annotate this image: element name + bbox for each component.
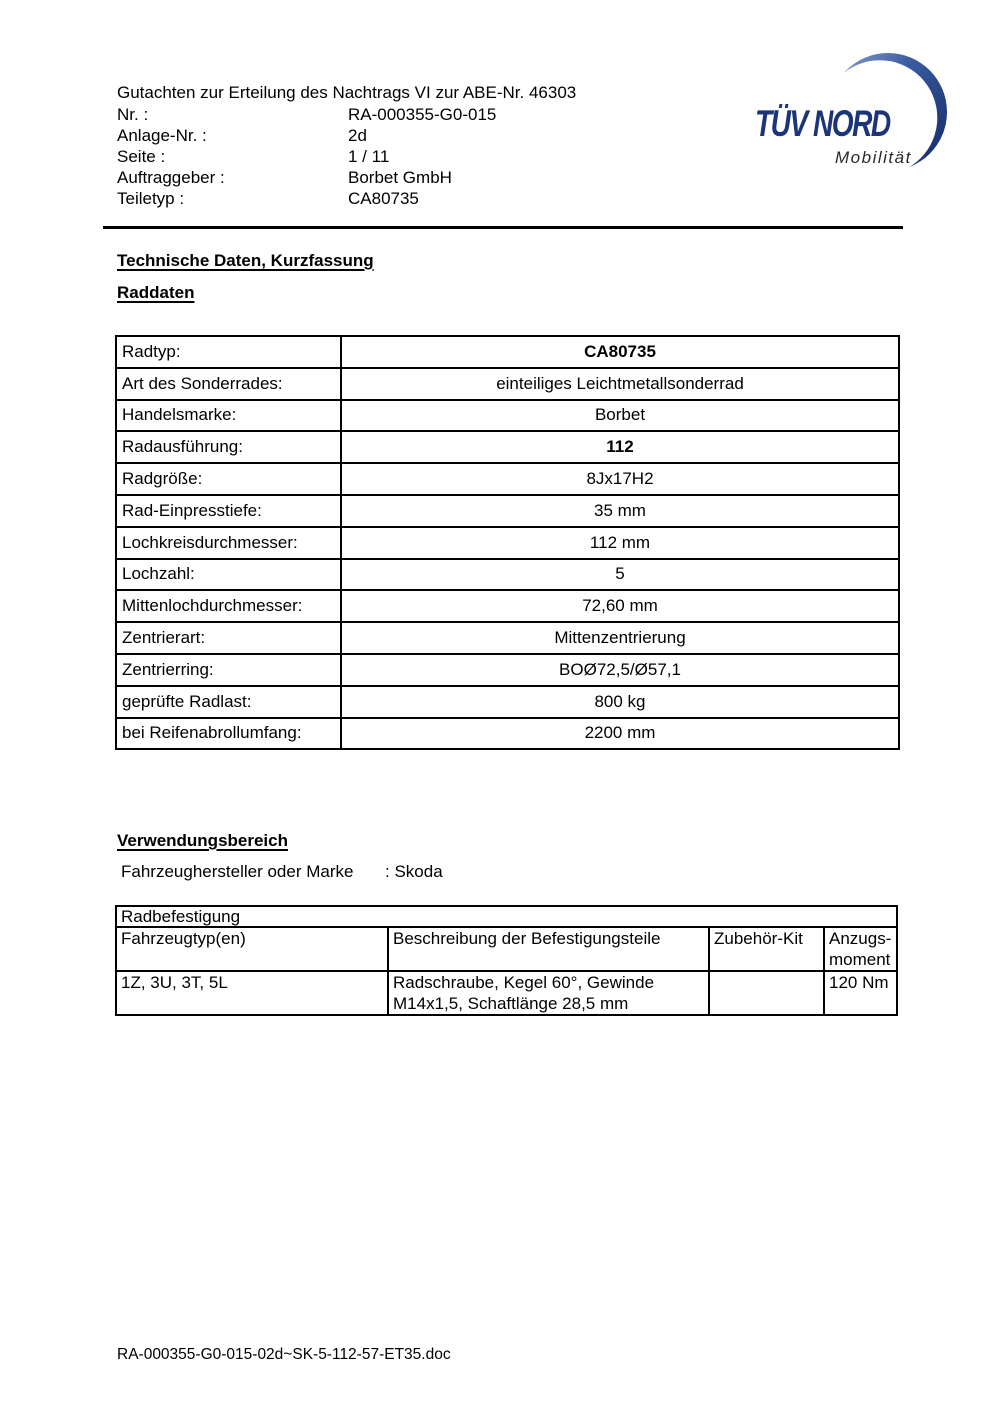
row-value-cell: Mittenzentrierung [341,622,899,654]
row-label-cell: Zentrierring: [116,654,341,686]
section-heading-technische-daten: Technische Daten, Kurzfassung [117,251,374,270]
meta-label: Seite : [117,147,166,166]
footer-filename: RA-000355-G0-015-02d~SK-5-112-57-ET35.doc [117,1346,451,1363]
table-row [116,336,899,368]
meta-label: Nr. : [117,105,149,124]
meta-value: 1 / 11 [348,147,390,166]
meta-label: Auftraggeber : [117,168,225,187]
table-row [116,368,899,400]
cell-zubehoer [709,971,824,1015]
table-header-row [116,927,897,971]
table-row [116,495,899,527]
row-value-cell: einteiliges Leichtmetallsonderrad [341,368,899,400]
row-value-cell: 800 kg [341,686,899,718]
row-label-cell: Rad-Einpresstiefe: [116,495,341,527]
meta-row-nr [117,104,496,125]
row-value-cell: 112 mm [341,527,899,559]
header-cell-anzugsmoment: Anzugs-moment [824,927,897,971]
cell-fahrzeugtyp: 1Z, 3U, 3T, 5L [116,971,388,1015]
row-value-cell: 5 [341,559,899,591]
document-meta [117,104,496,209]
table-row [116,590,899,622]
row-label-cell: geprüfte Radlast: [116,686,341,718]
table-row [116,686,899,718]
meta-row-teiletyp [117,188,496,209]
document-title: Gutachten zur Erteilung des Nachtrags VI zur ABE-Nr. 46303 [117,83,577,102]
row-label-cell: Radtyp: [116,336,341,368]
row-label-cell: Radgröße: [116,463,341,495]
header-cell-zubehoer-kit: Zubehör-Kit [709,927,824,971]
row-label-cell: Zentrierart: [116,622,341,654]
table-row [116,622,899,654]
raddaten-table [115,335,900,750]
row-value-cell: 2200 mm [341,718,899,750]
table-row [116,559,899,591]
meta-label: Anlage-Nr. : [117,126,207,145]
row-value-cell: 72,60 mm [341,590,899,622]
meta-row-anlage [117,125,496,146]
meta-value: Borbet GmbH [348,168,452,187]
meta-value: CA80735 [348,189,419,208]
row-label-cell: Lochkreisdurchmesser: [116,527,341,559]
meta-row-auftraggeber [117,167,496,188]
header-cell-fahrzeugtyp: Fahrzeugtyp(en) [116,927,388,971]
table-row [116,971,897,1015]
meta-value: 2d [348,126,367,145]
logo-division-label: Mobilität [835,148,912,167]
row-value-cell: 8Jx17H2 [341,463,899,495]
row-value-cell: BOØ72,5/Ø57,1 [341,654,899,686]
table-caption-cell: Radbefestigung [116,906,897,927]
row-value-cell: Borbet [341,400,899,432]
table-row [116,718,899,750]
fahrzeughersteller-value: : Skoda [385,862,443,881]
header-divider [103,226,903,229]
row-label-cell: Lochzahl: [116,559,341,591]
table-row [116,463,899,495]
row-value-cell: 35 mm [341,495,899,527]
logo-wordmark: TÜV NORD [755,103,890,144]
row-label-cell: Handelsmarke: [116,400,341,432]
table-caption-row [116,906,897,927]
meta-label: Teiletyp : [117,189,185,208]
fahrzeughersteller-line [121,862,443,882]
cell-anzugsmoment: 120 Nm [824,971,897,1015]
table-row [116,527,899,559]
meta-row-seite [117,146,496,167]
section-heading-verwendungsbereich: Verwendungsbereich [117,831,288,850]
row-value-cell: 112 [341,431,899,463]
section-heading-raddaten: Raddaten [117,283,195,302]
row-label-cell: Radausführung: [116,431,341,463]
table-row [116,431,899,463]
fahrzeughersteller-label: Fahrzeughersteller oder Marke [121,862,354,881]
cell-beschreibung: Radschraube, Kegel 60°, Gewinde M14x1,5, Schaftlänge 28,5 mm [388,971,709,1015]
radbefestigung-table [115,905,898,1016]
row-value-cell: CA80735 [341,336,899,368]
row-label-cell: bei Reifenabrollumfang: [116,718,341,750]
table-row [116,400,899,432]
header-cell-beschreibung: Beschreibung der Befestigungsteile [388,927,709,971]
row-label-cell: Art des Sonderrades: [116,368,341,400]
row-label-cell: Mittenlochdurchmesser: [116,590,341,622]
table-row [116,654,899,686]
meta-value: RA-000355-G0-015 [348,105,497,124]
